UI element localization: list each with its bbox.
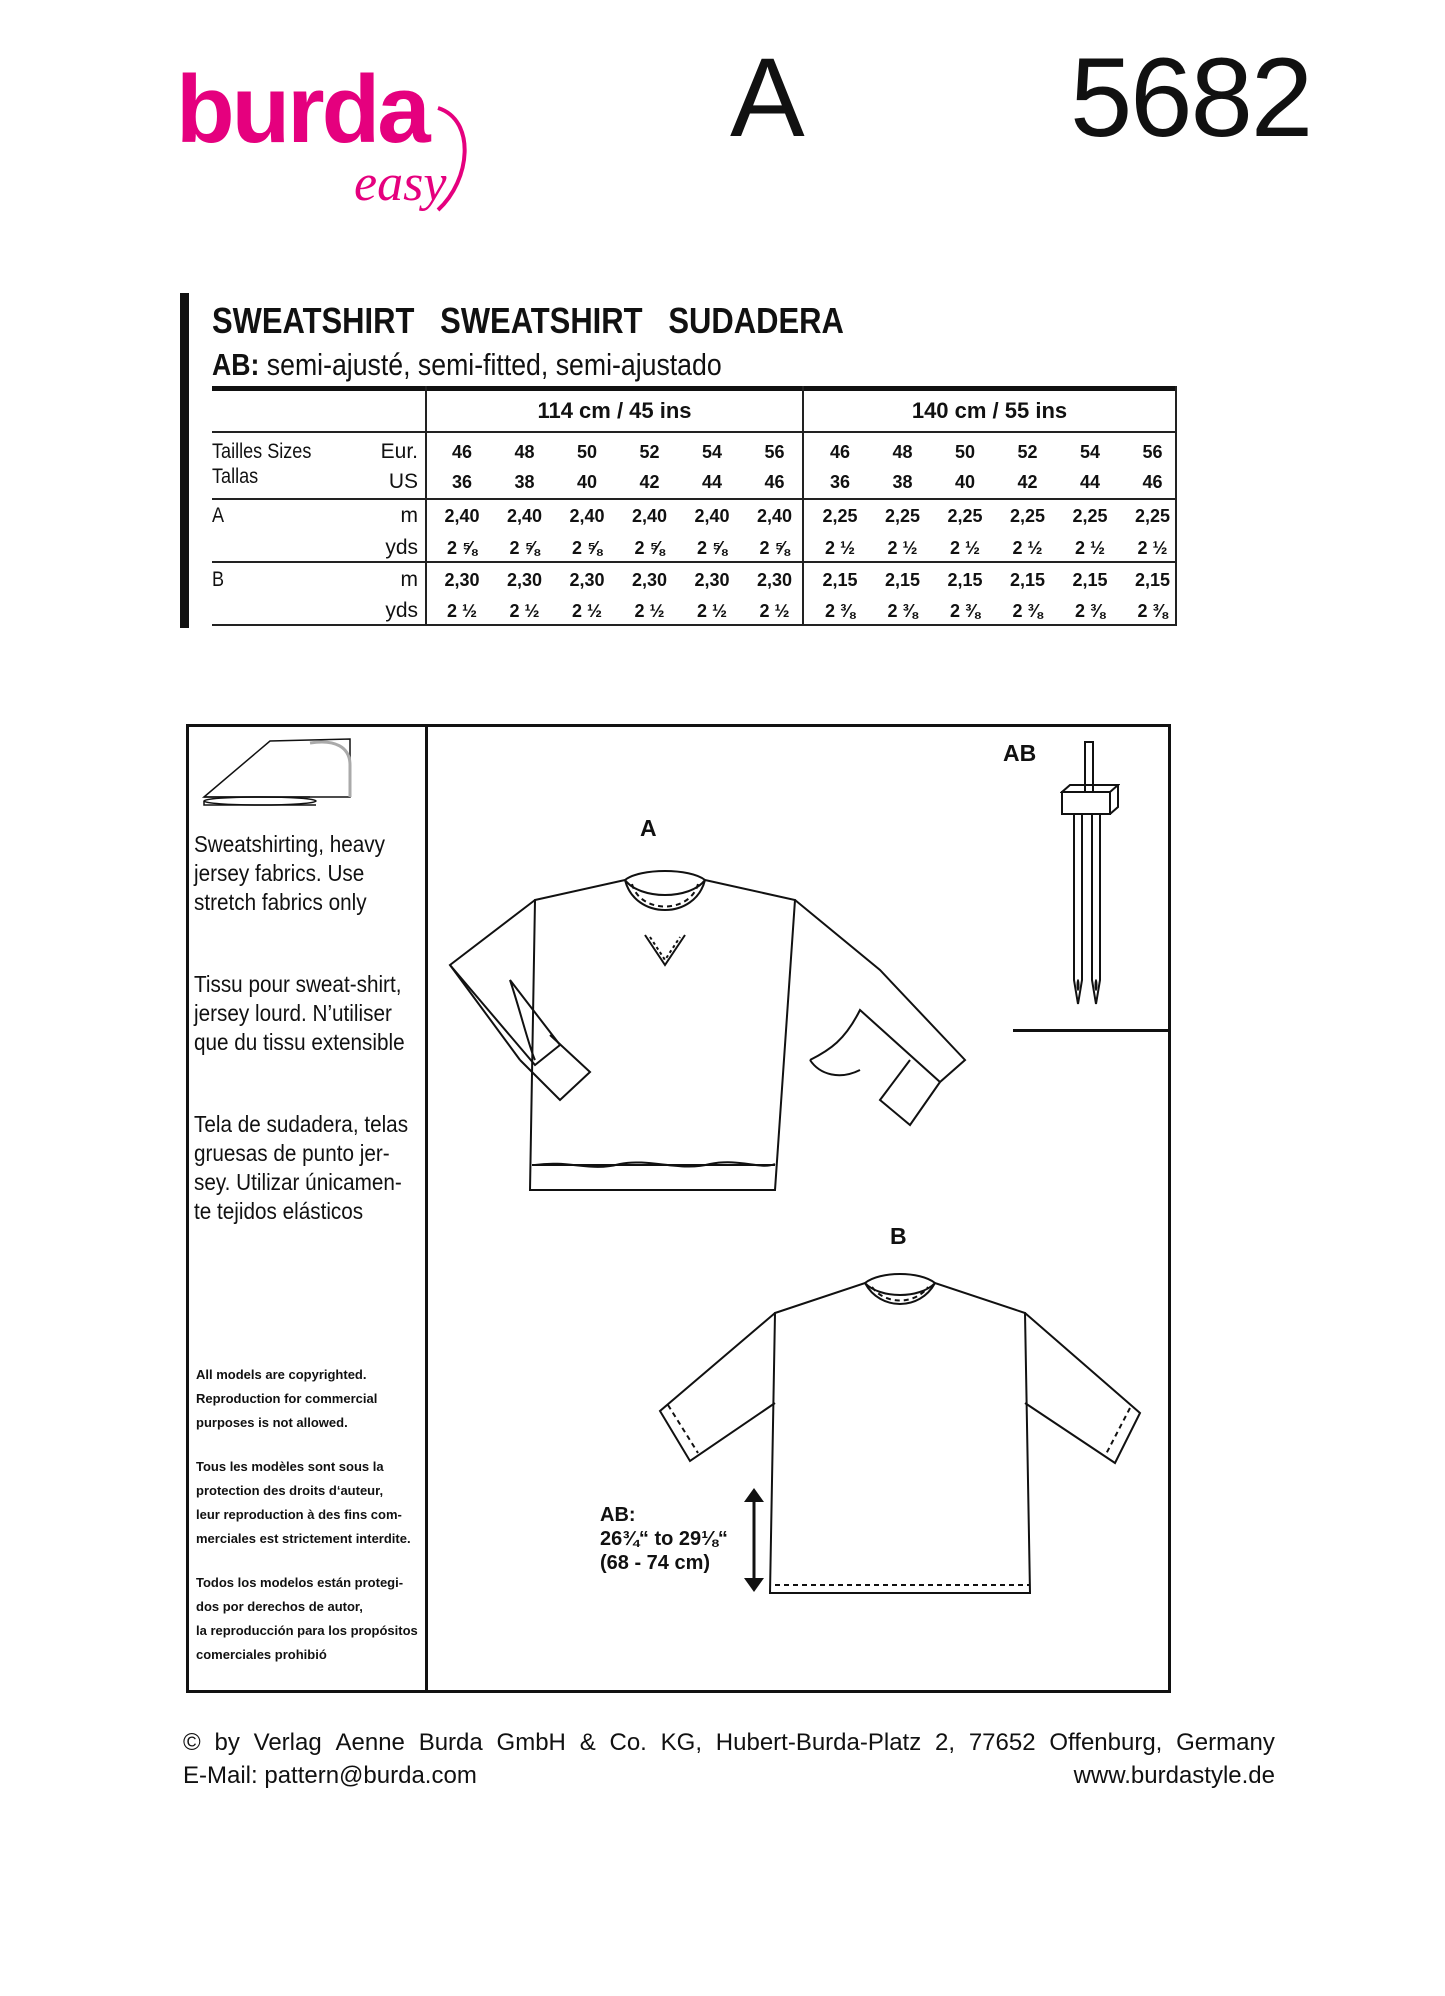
footer-email: E-Mail: pattern@burda.com xyxy=(183,1762,477,1789)
footer-publisher-line xyxy=(183,1729,1275,1757)
eur-size-cell: 48 xyxy=(514,442,535,462)
view-b-meters-cell: 2,30 xyxy=(631,570,668,590)
us-size-cell: 46 xyxy=(764,472,785,492)
eur-size-cell: 50 xyxy=(954,442,976,462)
length-annotation xyxy=(600,1503,728,1575)
footer-word: Co. xyxy=(609,1729,647,1756)
us-size-cell: 36 xyxy=(829,472,851,492)
m-label: m xyxy=(400,568,418,591)
view-b-meters-cell: 2,15 xyxy=(884,570,921,590)
footer-word: & xyxy=(579,1729,596,1756)
garment-fit xyxy=(212,347,722,383)
eur-size-cell: 56 xyxy=(764,442,785,462)
view-a-yards-cell: 2 ½ xyxy=(949,538,981,558)
fabric-note-fr: Tissu pour sweat-shirt, jersey lourd. N’utiliser que du tissu extensible xyxy=(194,971,405,1055)
view-b-yards-cell: 2 ½ xyxy=(696,601,728,621)
view-b-meters-cell: 2,15 xyxy=(1009,570,1046,590)
view-a-meters-cell: 2,40 xyxy=(506,506,543,526)
view-a-drawing-label: A xyxy=(640,815,657,841)
view-a-meters-cell: 2,25 xyxy=(822,506,858,526)
view-a-meters-cell: 2,40 xyxy=(756,506,793,526)
us-size-cell: 40 xyxy=(954,472,976,492)
view-a-yards-cell: 2 ½ xyxy=(1074,538,1106,558)
view-b-yards-cell: 2 ½ xyxy=(759,601,790,621)
view-a-meters-cell: 2,40 xyxy=(569,506,605,526)
fabric-width-114: 114 cm / 45 ins xyxy=(537,398,692,423)
needle-box-rule xyxy=(1013,1029,1171,1032)
view-b-meters-cell: 2,30 xyxy=(444,570,480,590)
footer-word: Aenne xyxy=(335,1729,405,1756)
length-inches: 26¾“ to 29⅛“ xyxy=(600,1528,728,1550)
copyright-fr: Tous les modèles sont sous la protection des droits d‘auteur, leur reproduction à des fins com- merciales est strictement interdite. xyxy=(196,1459,411,1546)
view-b-yards-cell: 2 ⅜ xyxy=(949,601,981,621)
view-a-meters-cell: 2,25 xyxy=(1072,506,1108,526)
view-b-yards-cell: 2 ½ xyxy=(446,601,478,621)
view-b-meters-cell: 2,30 xyxy=(506,570,543,590)
view-letter: A xyxy=(730,35,805,160)
view-b-yards-cell: 2 ⅜ xyxy=(1012,601,1043,621)
length-cm: (68 - 74 cm) xyxy=(600,1552,711,1574)
table-line xyxy=(212,561,1177,563)
size-table xyxy=(212,386,1177,626)
eur-size-cell: 52 xyxy=(1017,442,1038,462)
eur-size-cell: 56 xyxy=(1142,442,1163,462)
brand-wordmark: burda xyxy=(176,60,428,163)
us-size-cell: 38 xyxy=(514,472,535,492)
footer-website[interactable]: www.burdastyle.de xyxy=(1073,1762,1275,1789)
us-size-cell: 44 xyxy=(1079,472,1101,492)
us-size-cell: 46 xyxy=(1142,472,1163,492)
view-a-yards-cell: 2 ½ xyxy=(1012,538,1043,558)
footer-word: Hubert-Burda-Platz xyxy=(715,1729,922,1756)
footer-word: KG, xyxy=(660,1729,702,1756)
view-b-meters-cell: 2,15 xyxy=(947,570,983,590)
fit-text: semi-ajusté, semi-fitted, semi-ajustado xyxy=(259,347,722,382)
table-line xyxy=(212,624,1177,626)
yds-label: yds xyxy=(385,536,418,559)
footer-word: Verlag xyxy=(253,1729,322,1756)
view-b-yards-cell: 2 ½ xyxy=(634,601,665,621)
us-size-cell: 42 xyxy=(639,472,660,492)
footer-word: Offenburg, xyxy=(1049,1729,1163,1756)
fit-label: AB: xyxy=(212,347,260,382)
table-line xyxy=(212,431,1177,433)
brand-sub-wordmark: easy xyxy=(354,155,447,212)
footer-word: GmbH xyxy=(496,1729,566,1756)
view-a-meters-cell: 2,25 xyxy=(884,506,921,526)
view-b-label: B xyxy=(212,568,225,591)
view-a-meters-cell: 2,40 xyxy=(694,506,730,526)
view-a-yards-cell: 2 ½ xyxy=(824,538,856,558)
length-arrow xyxy=(742,1488,766,1597)
frame-divider xyxy=(425,724,428,1693)
view-b-meters-cell: 2,30 xyxy=(569,570,605,590)
pattern-number: 5682 xyxy=(1070,35,1312,160)
fabric-note-es: Tela de sudadera, telas gruesas de punto jer- sey. Utilizar únicamen- te tejidos elásticos xyxy=(194,1111,409,1224)
table-line xyxy=(212,498,1177,500)
view-b-drawing-label: B xyxy=(890,1223,907,1249)
yds-label: yds xyxy=(385,599,418,622)
view-a-yards-cell: 2 ⅝ xyxy=(696,538,728,558)
eur-size-cell: 48 xyxy=(892,442,913,462)
view-b-meters-cell: 2,30 xyxy=(756,570,793,590)
view-b-meters-cell: 2,15 xyxy=(1134,570,1171,590)
eur-size-cell: 46 xyxy=(829,442,851,462)
view-b-meters-cell: 2,15 xyxy=(1072,570,1108,590)
view-a-meters-cell: 2,25 xyxy=(947,506,983,526)
copyright-es: Todos los modelos están protegi- dos por derechos de autor, la reproducción para los propósitos comerciales prohibió xyxy=(196,1575,418,1662)
view-a-yards-cell: 2 ⅝ xyxy=(446,538,478,558)
us-size-cell: 44 xyxy=(701,472,723,492)
eur-size-cell: 54 xyxy=(1079,442,1101,462)
footer-word: © xyxy=(183,1729,201,1756)
view-a-meters-cell: 2,40 xyxy=(631,506,668,526)
view-a-meters-cell: 2,25 xyxy=(1009,506,1046,526)
eur-label: Eur. xyxy=(380,440,418,463)
us-size-cell: 42 xyxy=(1017,472,1038,492)
view-b-yards-cell: 2 ⅜ xyxy=(887,601,918,621)
garment-title: SWEATSHIRT SWEATSHIRT SUDADERA xyxy=(212,300,844,341)
view-b-meters-cell: 2,15 xyxy=(822,570,858,590)
m-label: m xyxy=(400,504,418,527)
sweatshirt-a-drawing xyxy=(440,860,1030,1225)
footer-word: Germany xyxy=(1176,1729,1275,1756)
view-a-meters-cell: 2,40 xyxy=(444,506,480,526)
view-a-label: A xyxy=(212,504,225,527)
view-b-yards-cell: 2 ½ xyxy=(571,601,603,621)
needle-label: AB xyxy=(1003,740,1037,766)
footer-word: Burda xyxy=(418,1729,483,1756)
footer-word: 77652 xyxy=(968,1729,1036,1756)
burda-easy-logo xyxy=(176,60,496,220)
view-a-yards-cell: 2 ⅝ xyxy=(571,538,603,558)
eur-size-cell: 52 xyxy=(639,442,660,462)
view-b-yards-cell: 2 ½ xyxy=(509,601,540,621)
view-a-yards-cell: 2 ⅝ xyxy=(634,538,665,558)
view-b-meters-cell: 2,30 xyxy=(694,570,730,590)
view-a-meters-cell: 2,25 xyxy=(1134,506,1171,526)
footer-word: 2, xyxy=(935,1729,956,1756)
footer-word: by xyxy=(214,1729,240,1756)
fabric-width-140: 140 cm / 55 ins xyxy=(911,398,1068,423)
view-b-yards-cell: 2 ⅜ xyxy=(1137,601,1168,621)
eur-size-cell: 50 xyxy=(576,442,598,462)
eur-size-cell: 54 xyxy=(701,442,723,462)
table-top-rule xyxy=(212,386,1177,391)
view-b-yards-cell: 2 ⅜ xyxy=(824,601,856,621)
title-rule xyxy=(180,293,189,628)
view-a-yards-cell: 2 ½ xyxy=(887,538,918,558)
twin-needle-icon xyxy=(1060,740,1120,1015)
eur-size-cell: 46 xyxy=(451,442,473,462)
view-a-yards-cell: 2 ⅝ xyxy=(759,538,790,558)
length-label: AB: xyxy=(600,1504,636,1526)
us-size-cell: 40 xyxy=(576,472,598,492)
us-label: US xyxy=(388,470,418,493)
copyright-en: All models are copyrighted. Reproduction for commercial purposes is not allowed. xyxy=(196,1367,378,1430)
sizes-label: Tailles Sizes xyxy=(212,440,312,463)
us-size-cell: 38 xyxy=(892,472,913,492)
view-a-yards-cell: 2 ½ xyxy=(1137,538,1168,558)
fabric-roll-icon xyxy=(200,735,360,815)
view-b-yards-cell: 2 ⅜ xyxy=(1074,601,1106,621)
view-a-yards-cell: 2 ⅝ xyxy=(509,538,540,558)
us-size-cell: 36 xyxy=(451,472,473,492)
fabric-note-en: Sweatshirting, heavy jersey fabrics. Use stretch fabrics only xyxy=(194,831,386,915)
tallas-label: Tallas xyxy=(212,465,259,488)
